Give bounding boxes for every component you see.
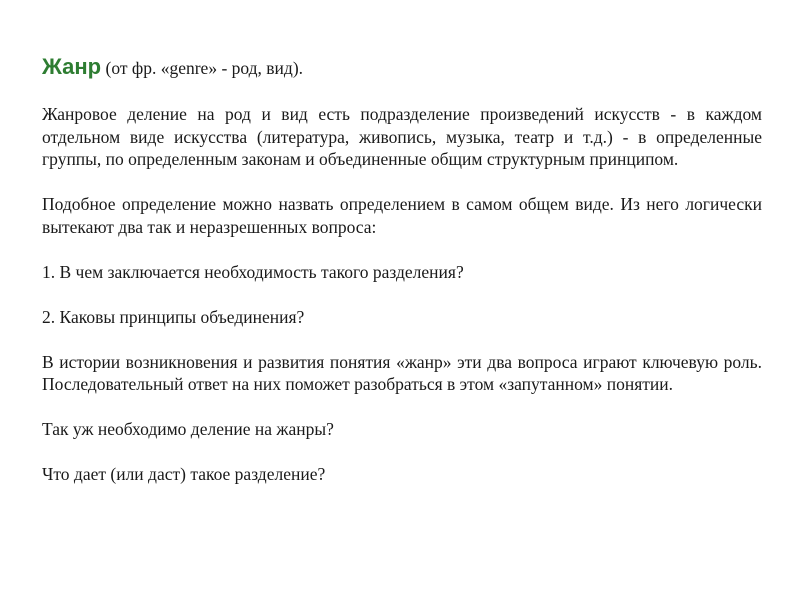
title-line bbox=[42, 54, 762, 81]
paragraph-general-definition: Подобное определение можно назвать определением в самом общем виде. Из него логически вытекают два так и неразрешенных вопроса: bbox=[42, 194, 762, 237]
title-etymology: (от фр. «genre» - род, вид). bbox=[101, 58, 304, 78]
slide-content bbox=[42, 54, 762, 508]
question-one: 1. В чем заключается необходимость такого разделения? bbox=[42, 261, 464, 282]
question-necessity: Так уж необходимо деление на жанры? bbox=[42, 419, 334, 439]
question-two: 2. Каковы принципы объединения? bbox=[42, 306, 305, 327]
title-word: Жанр bbox=[42, 54, 102, 79]
paragraph-definition: Жанровое деление на род и вид есть подразделение произведений искусств - в каждом отдельном виде искусства (литература, живопись, музыка, театр и т.д.) - в определенные группы, по определенным законам и объединенные общим структурным принципом. bbox=[42, 104, 762, 169]
question-result: Что дает (или даст) такое разделение? bbox=[42, 464, 326, 484]
paragraph-history: В истории возникновения и развития понятия «жанр» эти два вопроса играют ключевую роль. Последовательный ответ на них поможет разобраться в этом «запутанном» понятии. bbox=[42, 351, 762, 394]
